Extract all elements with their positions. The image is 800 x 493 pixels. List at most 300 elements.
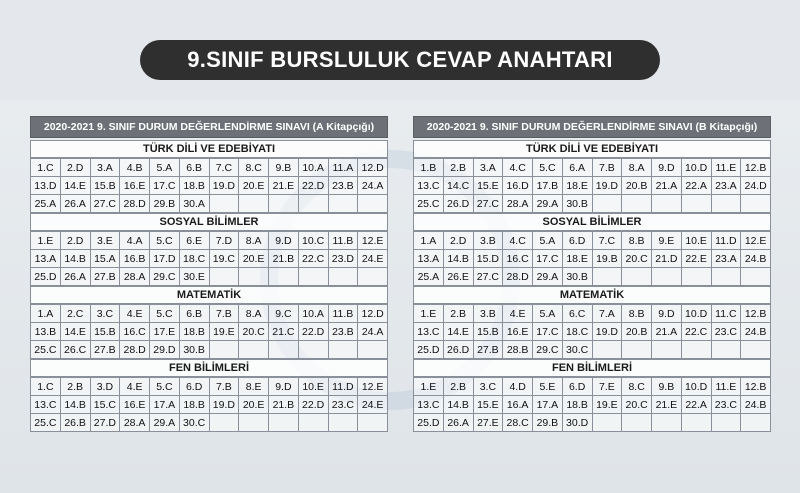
- answer-cell: 30.B: [179, 340, 210, 359]
- answer-cell: 2.C: [60, 304, 91, 323]
- answer-cell: 9.B: [651, 377, 682, 396]
- answer-cell: 14.C: [443, 176, 474, 195]
- answer-cell: 24.A: [357, 176, 388, 195]
- answer-cell: 2.B: [443, 158, 474, 177]
- answer-cell: 25.A: [413, 267, 444, 286]
- answer-cell: [651, 267, 682, 286]
- answer-cell: 6.B: [179, 304, 210, 323]
- answer-cell: 25.D: [413, 413, 444, 432]
- answer-cell: [328, 194, 359, 213]
- answer-cell: [740, 267, 771, 286]
- answer-cell: [711, 340, 742, 359]
- answer-cell: 19.D: [592, 176, 623, 195]
- answer-cell: 9.D: [651, 158, 682, 177]
- answer-cell: 5.C: [532, 158, 563, 177]
- answer-cell: 26.A: [443, 413, 474, 432]
- answer-cell: [681, 267, 712, 286]
- answer-cell: 17.C: [532, 249, 563, 268]
- answer-cell: 6.D: [562, 377, 593, 396]
- answer-cell: 23.B: [328, 322, 359, 341]
- answer-cell: 27.E: [473, 413, 504, 432]
- answer-cell: 29.C: [532, 340, 563, 359]
- answer-cell: 29.D: [149, 340, 180, 359]
- answer-cell: 29.C: [149, 267, 180, 286]
- answer-cell: 27.B: [90, 340, 121, 359]
- answer-cell: 24.B: [740, 249, 771, 268]
- answer-cell: 22.E: [681, 249, 712, 268]
- answer-cell: 17.A: [149, 395, 180, 414]
- answer-cell: [357, 267, 388, 286]
- answer-cell: 12.D: [357, 158, 388, 177]
- answer-cell: 21.E: [651, 395, 682, 414]
- answer-cell: 19.D: [592, 322, 623, 341]
- answer-cell: 26.D: [443, 194, 474, 213]
- answer-cell: 16.C: [119, 322, 150, 341]
- answer-cell: [681, 340, 712, 359]
- answer-cell: 18.C: [562, 322, 593, 341]
- answer-cell: 4.D: [502, 377, 533, 396]
- answer-cell: 7.D: [209, 231, 240, 250]
- answer-cell: 13.C: [30, 395, 61, 414]
- answer-cell: 28.C: [502, 413, 533, 432]
- answer-cell: 10.D: [681, 304, 712, 323]
- answer-cell: 12.B: [740, 158, 771, 177]
- answer-cell: 9.D: [268, 377, 299, 396]
- answer-cell: [298, 267, 329, 286]
- answer-cell: 17.A: [532, 395, 563, 414]
- answer-cell: 22.D: [298, 322, 329, 341]
- answer-cell: 22.C: [298, 249, 329, 268]
- answer-cell: 17.D: [149, 249, 180, 268]
- answer-cell: [711, 267, 742, 286]
- answer-cell: 16.D: [502, 176, 533, 195]
- answer-cell: 2.D: [60, 158, 91, 177]
- answer-cell: [238, 194, 269, 213]
- answer-cell: [621, 267, 652, 286]
- answer-grid: [413, 305, 771, 359]
- subject-section: [30, 286, 388, 359]
- answer-cell: 4.A: [119, 231, 150, 250]
- answer-cell: 15.A: [90, 249, 121, 268]
- answer-cell: [238, 413, 269, 432]
- answer-cell: 11.C: [711, 304, 742, 323]
- answer-cell: 15.B: [473, 322, 504, 341]
- panel-header: 2020-2021 9. SINIF DURUM DEĞERLENDİRME SINAVI (A Kitapçığı): [30, 116, 388, 138]
- answer-cell: 16.C: [502, 249, 533, 268]
- answer-cell: [268, 340, 299, 359]
- answer-cell: 19.B: [592, 249, 623, 268]
- answer-cell: 23.C: [711, 322, 742, 341]
- answer-cell: 4.E: [502, 304, 533, 323]
- answer-cell: 9.D: [268, 231, 299, 250]
- answer-cell: 13.C: [413, 395, 444, 414]
- answer-cell: 3.C: [90, 304, 121, 323]
- answer-cell: 11.D: [711, 231, 742, 250]
- answer-cell: 16.A: [502, 395, 533, 414]
- answer-cell: [328, 413, 359, 432]
- answer-cell: 13.A: [30, 249, 61, 268]
- answer-cell: 4.E: [119, 304, 150, 323]
- answer-cell: 14.E: [443, 322, 474, 341]
- answer-cell: 18.C: [179, 249, 210, 268]
- answer-cell: 6.B: [179, 158, 210, 177]
- answer-cell: [357, 340, 388, 359]
- answer-cell: 15.C: [90, 395, 121, 414]
- answer-cell: 2.B: [443, 377, 474, 396]
- answer-cell: [651, 340, 682, 359]
- answer-cell: [209, 413, 240, 432]
- answer-cell: 18.B: [179, 395, 210, 414]
- answer-cell: 16.E: [119, 395, 150, 414]
- answer-cell: 12.B: [740, 377, 771, 396]
- answer-cell: 10.E: [298, 377, 329, 396]
- answer-cell: 9.D: [651, 304, 682, 323]
- answer-cell: 17.B: [532, 176, 563, 195]
- answer-cell: [298, 413, 329, 432]
- answer-cell: 18.E: [562, 249, 593, 268]
- answer-cell: 2.D: [60, 231, 91, 250]
- answer-cell: 19.E: [592, 395, 623, 414]
- answer-cell: [238, 267, 269, 286]
- subject-section: [30, 359, 388, 432]
- answer-cell: [268, 194, 299, 213]
- answer-cell: 1.A: [413, 231, 444, 250]
- answer-cell: 8.B: [621, 304, 652, 323]
- answer-cell: 12.E: [740, 231, 771, 250]
- answer-cell: 15.B: [90, 176, 121, 195]
- answer-cell: [621, 340, 652, 359]
- answer-cell: 7.B: [209, 377, 240, 396]
- answer-cell: 5.A: [532, 304, 563, 323]
- answer-cell: 14.E: [60, 322, 91, 341]
- answer-cell: 7.E: [592, 377, 623, 396]
- answer-cell: 5.A: [532, 231, 563, 250]
- answer-cell: [268, 413, 299, 432]
- answer-cell: [651, 194, 682, 213]
- answer-cell: 2.D: [443, 231, 474, 250]
- answer-cell: 8.A: [238, 304, 269, 323]
- answer-cell: 18.B: [179, 176, 210, 195]
- answer-cell: 21.D: [651, 249, 682, 268]
- answer-grid: [413, 159, 771, 213]
- answer-cell: 17.C: [149, 176, 180, 195]
- answer-cell: [592, 194, 623, 213]
- answer-cell: 16.E: [502, 322, 533, 341]
- answer-cell: 3.E: [90, 231, 121, 250]
- answer-cell: 10.C: [298, 231, 329, 250]
- answer-cell: 30.B: [562, 267, 593, 286]
- answer-cell: 6.E: [179, 231, 210, 250]
- answer-cell: 8.C: [238, 158, 269, 177]
- answer-cell: [592, 267, 623, 286]
- answer-cell: 16.E: [119, 176, 150, 195]
- answer-cell: 5.A: [149, 158, 180, 177]
- subject-title: MATEMATİK: [30, 286, 388, 304]
- answer-cell: [298, 194, 329, 213]
- answer-cell: 24.B: [740, 395, 771, 414]
- answer-cell: 7.B: [592, 158, 623, 177]
- answer-key-panel-a: [30, 116, 388, 432]
- answer-cell: 14.B: [443, 395, 474, 414]
- answer-cell: 15.D: [473, 249, 504, 268]
- subject-title: MATEMATİK: [413, 286, 771, 304]
- answer-cell: 14.B: [443, 249, 474, 268]
- answer-cell: 24.B: [740, 322, 771, 341]
- answer-cell: 7.B: [209, 304, 240, 323]
- answer-cell: 23.C: [328, 395, 359, 414]
- answer-cell: 3.D: [90, 377, 121, 396]
- answer-cell: [651, 413, 682, 432]
- answer-cell: 29.B: [149, 194, 180, 213]
- answer-key-panel-b: [413, 116, 771, 432]
- answer-cell: [621, 413, 652, 432]
- answer-cell: 14.B: [60, 249, 91, 268]
- answer-cell: 4.C: [502, 231, 533, 250]
- answer-cell: 28.A: [119, 413, 150, 432]
- answer-cell: 12.E: [357, 231, 388, 250]
- answer-cell: 8.A: [238, 231, 269, 250]
- answer-cell: 27.B: [90, 267, 121, 286]
- answer-cell: 20.B: [621, 176, 652, 195]
- answer-cell: 29.A: [149, 413, 180, 432]
- answer-cell: 17.E: [149, 322, 180, 341]
- answer-cell: 14.B: [60, 395, 91, 414]
- answer-cell: 11.B: [328, 231, 359, 250]
- answer-cell: 29.B: [532, 413, 563, 432]
- answer-cell: 20.C: [238, 322, 269, 341]
- answer-cell: 18.B: [562, 395, 593, 414]
- answer-cell: 22.A: [681, 176, 712, 195]
- answer-cell: 4.C: [502, 158, 533, 177]
- answer-cell: 3.C: [473, 377, 504, 396]
- answer-cell: 11.E: [711, 377, 742, 396]
- answer-cell: 18.B: [179, 322, 210, 341]
- answer-cell: 27.D: [90, 413, 121, 432]
- answer-cell: 1.C: [30, 377, 61, 396]
- answer-cell: 13.B: [30, 322, 61, 341]
- answer-cell: 19.D: [209, 176, 240, 195]
- answer-cell: 28.A: [502, 194, 533, 213]
- answer-cell: 9.B: [268, 158, 299, 177]
- subject-title: FEN BİLİMLERİ: [30, 359, 388, 377]
- answer-cell: 24.E: [357, 395, 388, 414]
- answer-cell: [238, 340, 269, 359]
- answer-cell: 1.E: [413, 304, 444, 323]
- answer-cell: [740, 340, 771, 359]
- answer-cell: 20.E: [238, 176, 269, 195]
- subject-section: [30, 213, 388, 286]
- answer-cell: 24.D: [740, 176, 771, 195]
- answer-cell: 25.D: [30, 267, 61, 286]
- answer-cell: 4.E: [119, 377, 150, 396]
- answer-cell: 9.C: [268, 304, 299, 323]
- answer-cell: 16.B: [119, 249, 150, 268]
- answer-cell: 21.A: [651, 322, 682, 341]
- answer-cell: 6.D: [179, 377, 210, 396]
- answer-cell: 19.C: [209, 249, 240, 268]
- answer-cell: 1.A: [30, 304, 61, 323]
- answer-cell: [209, 194, 240, 213]
- answer-cell: 10.A: [298, 304, 329, 323]
- answer-cell: [357, 413, 388, 432]
- answer-cell: 2.B: [443, 304, 474, 323]
- answer-cell: 22.A: [681, 395, 712, 414]
- answer-cell: [328, 267, 359, 286]
- answer-cell: [740, 194, 771, 213]
- answer-cell: 3.B: [473, 304, 504, 323]
- answer-cell: [298, 340, 329, 359]
- answer-cell: 5.C: [149, 231, 180, 250]
- answer-cell: 1.B: [413, 158, 444, 177]
- answer-cell: 8.A: [621, 158, 652, 177]
- answer-cell: 10.A: [298, 158, 329, 177]
- subject-title: TÜRK DİLİ VE EDEBİYATI: [413, 140, 771, 158]
- answer-cell: 8.B: [621, 231, 652, 250]
- answer-cell: 23.D: [328, 249, 359, 268]
- subject-section: [413, 286, 771, 359]
- answer-cell: 15.E: [473, 176, 504, 195]
- panel-header: 2020-2021 9. SINIF DURUM DEĞERLENDİRME SINAVI (B Kitapçığı): [413, 116, 771, 138]
- answer-cell: 26.B: [60, 413, 91, 432]
- answer-cell: 1.C: [30, 158, 61, 177]
- answer-cell: 28.D: [502, 267, 533, 286]
- answer-cell: 15.E: [473, 395, 504, 414]
- answer-cell: [268, 267, 299, 286]
- answer-cell: 19.D: [209, 395, 240, 414]
- answer-cell: 23.A: [711, 176, 742, 195]
- answer-cell: 7.C: [209, 158, 240, 177]
- answer-cell: 21.B: [268, 395, 299, 414]
- answer-cell: 10.D: [681, 377, 712, 396]
- answer-cell: [592, 413, 623, 432]
- answer-cell: 1.E: [30, 231, 61, 250]
- answer-cell: 13.C: [413, 176, 444, 195]
- answer-cell: 23.A: [711, 249, 742, 268]
- answer-cell: 26.C: [60, 340, 91, 359]
- answer-cell: 9.E: [651, 231, 682, 250]
- answer-grid: [413, 378, 771, 432]
- answer-grid: [30, 378, 388, 432]
- answer-cell: [209, 340, 240, 359]
- answer-cell: 3.A: [90, 158, 121, 177]
- answer-cell: 21.E: [268, 176, 299, 195]
- answer-cell: 21.B: [268, 249, 299, 268]
- answer-cell: 5.C: [149, 377, 180, 396]
- answer-cell: 26.E: [443, 267, 474, 286]
- answer-cell: 17.C: [532, 322, 563, 341]
- subject-section: [30, 140, 388, 213]
- answer-cell: [357, 194, 388, 213]
- answer-grid: [30, 305, 388, 359]
- answer-cell: 22.C: [681, 322, 712, 341]
- answer-cell: 2.B: [60, 377, 91, 396]
- answer-grid: [30, 232, 388, 286]
- answer-cell: 25.C: [30, 413, 61, 432]
- answer-cell: 27.C: [473, 194, 504, 213]
- subject-title: TÜRK DİLİ VE EDEBİYATI: [30, 140, 388, 158]
- answer-cell: 20.E: [238, 249, 269, 268]
- answer-cell: 13.D: [30, 176, 61, 195]
- answer-cell: 30.C: [179, 413, 210, 432]
- answer-cell: 5.E: [532, 377, 563, 396]
- answer-cell: 30.A: [179, 194, 210, 213]
- answer-cell: 30.E: [179, 267, 210, 286]
- answer-cell: 11.B: [328, 304, 359, 323]
- answer-cell: 26.A: [60, 194, 91, 213]
- answer-cell: 21.A: [651, 176, 682, 195]
- answer-cell: 26.D: [443, 340, 474, 359]
- answer-cell: 30.C: [562, 340, 593, 359]
- answer-cell: 24.A: [357, 322, 388, 341]
- answer-cell: 11.A: [328, 158, 359, 177]
- answer-grid: [30, 159, 388, 213]
- answer-cell: 27.C: [90, 194, 121, 213]
- answer-cell: 25.D: [413, 340, 444, 359]
- subject-title: SOSYAL BİLİMLER: [30, 213, 388, 231]
- answer-cell: [209, 267, 240, 286]
- answer-cell: 14.E: [60, 176, 91, 195]
- answer-cell: 29.A: [532, 194, 563, 213]
- answer-cell: 29.A: [532, 267, 563, 286]
- answer-cell: [621, 194, 652, 213]
- answer-cell: 12.D: [357, 304, 388, 323]
- answer-cell: 19.E: [209, 322, 240, 341]
- subject-section: [413, 140, 771, 213]
- answer-cell: 28.D: [119, 340, 150, 359]
- answer-cell: 26.A: [60, 267, 91, 286]
- answer-cell: 25.C: [413, 194, 444, 213]
- answer-cell: 13.A: [413, 249, 444, 268]
- answer-cell: [681, 194, 712, 213]
- answer-cell: 30.B: [562, 194, 593, 213]
- answer-cell: 10.E: [681, 231, 712, 250]
- answer-cell: 7.C: [592, 231, 623, 250]
- answer-cell: 24.E: [357, 249, 388, 268]
- answer-cell: 7.A: [592, 304, 623, 323]
- subject-title: FEN BİLİMLERİ: [413, 359, 771, 377]
- answer-cell: 27.C: [473, 267, 504, 286]
- answer-cell: 20.C: [621, 249, 652, 268]
- answer-cell: 3.B: [473, 231, 504, 250]
- answer-cell: 18.E: [562, 176, 593, 195]
- answer-cell: 22.D: [298, 395, 329, 414]
- answer-cell: 20.E: [238, 395, 269, 414]
- answer-cell: [740, 413, 771, 432]
- answer-cell: 10.D: [681, 158, 712, 177]
- answer-cell: 22.D: [298, 176, 329, 195]
- answer-cell: 1.E: [413, 377, 444, 396]
- answer-cell: 28.B: [502, 340, 533, 359]
- answer-cell: 20.C: [621, 395, 652, 414]
- answer-cell: 25.C: [30, 340, 61, 359]
- answer-cell: [328, 340, 359, 359]
- answer-cell: 8.E: [238, 377, 269, 396]
- answer-grid: [413, 232, 771, 286]
- answer-cell: 6.C: [562, 304, 593, 323]
- answer-cell: 5.C: [149, 304, 180, 323]
- answer-cell: [711, 194, 742, 213]
- answer-cell: 27.B: [473, 340, 504, 359]
- answer-cell: 11.D: [328, 377, 359, 396]
- subject-section: [413, 359, 771, 432]
- answer-cell: 28.A: [119, 267, 150, 286]
- answer-cell: 21.C: [268, 322, 299, 341]
- subject-section: [413, 213, 771, 286]
- answer-cell: 12.B: [740, 304, 771, 323]
- answer-cell: 4.B: [119, 158, 150, 177]
- answer-cell: 20.B: [621, 322, 652, 341]
- page-title: 9.SINIF BURSLULUK CEVAP ANAHTARI: [140, 40, 660, 80]
